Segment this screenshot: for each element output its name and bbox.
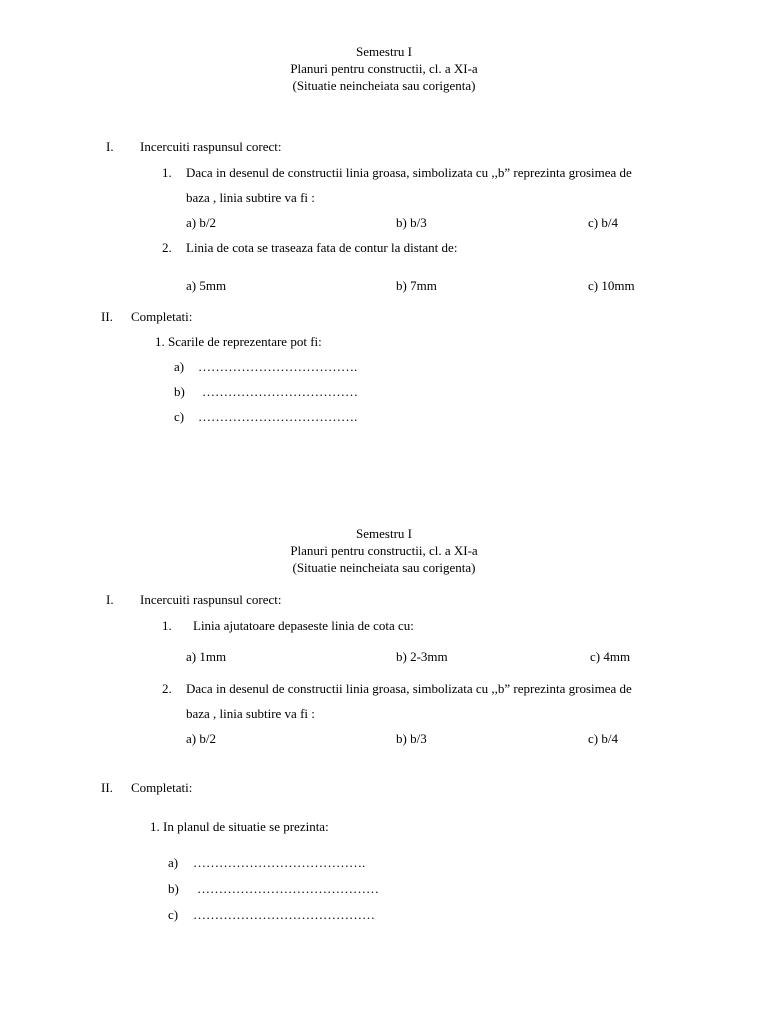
answer-option-a[interactable]: a) b/2 xyxy=(186,215,216,230)
header-situation: (Situatie neincheiata sau corigenta) xyxy=(292,78,476,93)
question-text: Daca in desenul de constructii linia groasa, simbolizata cu ,,b” reprezinta grosimea de xyxy=(186,681,632,696)
section-title: Incercuiti raspunsul corect: xyxy=(140,139,282,154)
blank-label-b: b) xyxy=(168,881,179,896)
section-roman-numeral: II. xyxy=(101,309,113,324)
question-text: Linia ajutatoare depaseste linia de cota cu: xyxy=(193,618,414,633)
question-number: 2. xyxy=(162,240,172,255)
section-roman-numeral: I. xyxy=(106,139,114,154)
answer-option-b[interactable]: b) b/3 xyxy=(396,731,427,746)
answer-option-c[interactable]: c) 4mm xyxy=(590,649,631,664)
section-title: Incercuiti raspunsul corect: xyxy=(140,592,282,607)
section-title: Completati: xyxy=(131,309,193,324)
question-number: 1. xyxy=(162,165,172,180)
answer-option-b[interactable]: b) b/3 xyxy=(396,215,427,230)
question-text-continued: baza , linia subtire va fi : xyxy=(186,706,315,721)
section-roman-numeral: II. xyxy=(101,780,113,795)
answer-option-a[interactable]: a) 5mm xyxy=(186,278,227,293)
fill-in-question: 1. In planul de situatie se prezinta: xyxy=(150,819,329,834)
header-semester: Semestru I xyxy=(356,44,412,59)
answer-option-c[interactable]: c) b/4 xyxy=(588,731,618,746)
blank-line-b[interactable]: ……………………………… xyxy=(202,384,358,399)
header-semester: Semestru I xyxy=(356,526,412,541)
blank-line-c[interactable]: …………………………………… xyxy=(193,907,375,922)
question-number: 2. xyxy=(162,681,172,696)
question-text-continued: baza , linia subtire va fi : xyxy=(186,190,315,205)
answer-option-b[interactable]: b) 2-3mm xyxy=(396,649,448,664)
blank-label-a: a) xyxy=(168,855,179,870)
section-title: Completati: xyxy=(131,780,193,795)
blank-line-c[interactable]: ………………………………. xyxy=(198,409,358,424)
section-roman-numeral: I. xyxy=(106,592,114,607)
answer-option-a[interactable]: a) 1mm xyxy=(186,649,227,664)
fill-in-question: 1. Scarile de reprezentare pot fi: xyxy=(155,334,322,349)
blank-line-a[interactable]: ………………………………. xyxy=(198,359,358,374)
answer-option-b[interactable]: b) 7mm xyxy=(396,278,437,293)
header-subject: Planuri pentru constructii, cl. a XI-a xyxy=(290,543,478,558)
header-subject: Planuri pentru constructii, cl. a XI-a xyxy=(290,61,478,76)
blank-line-b[interactable]: …………………………………… xyxy=(197,881,379,896)
answer-option-c[interactable]: c) 10mm xyxy=(588,278,635,293)
answer-option-a[interactable]: a) b/2 xyxy=(186,731,216,746)
blank-label-c: c) xyxy=(174,409,185,424)
header-situation: (Situatie neincheiata sau corigenta) xyxy=(292,560,476,575)
blank-label-c: c) xyxy=(168,907,179,922)
question-text: Linia de cota se traseaza fata de contur la distant de: xyxy=(186,240,458,255)
answer-option-c[interactable]: c) b/4 xyxy=(588,215,618,230)
question-text: Daca in desenul de constructii linia groasa, simbolizata cu ,,b” reprezinta grosimea de xyxy=(186,165,632,180)
blank-label-b: b) xyxy=(174,384,185,399)
blank-label-a: a) xyxy=(174,359,185,374)
question-number: 1. xyxy=(162,618,172,633)
blank-line-a[interactable]: …………………………………. xyxy=(193,855,366,870)
